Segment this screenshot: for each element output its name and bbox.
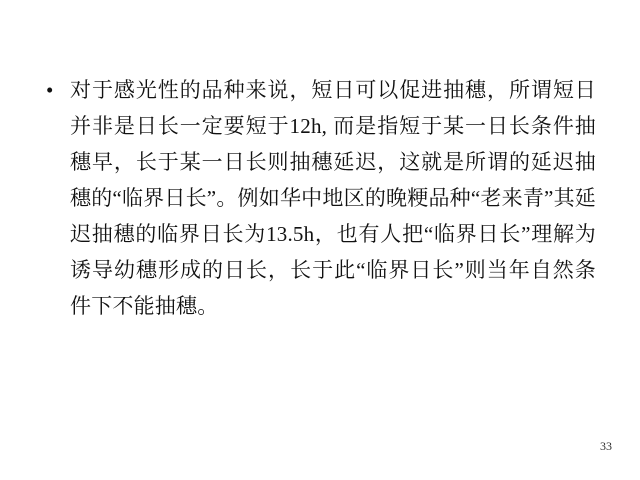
- bullet-point-icon: •: [46, 78, 54, 102]
- page-number: 33: [600, 439, 612, 453]
- bullet-list-item: [44, 72, 596, 324]
- slide-body: [44, 72, 596, 324]
- bullet-item-text: 对于感光性的品种来说，短日可以促进抽穗，所谓短日并非是日长一定要短于12h, 而是指短于某一日长条件抽穗早，长于某一日长则抽穗延迟，这就是所谓的延迟抽穗的“临界日长”。例如华中地区的晚粳品种“老来青”其延迟抽穗的临界日长为13.5h，也有人把“临界日长”理解为诱导幼穗形成的日长，长于此“临界日长”则当年自然条件下不能抽穗。: [70, 78, 596, 318]
